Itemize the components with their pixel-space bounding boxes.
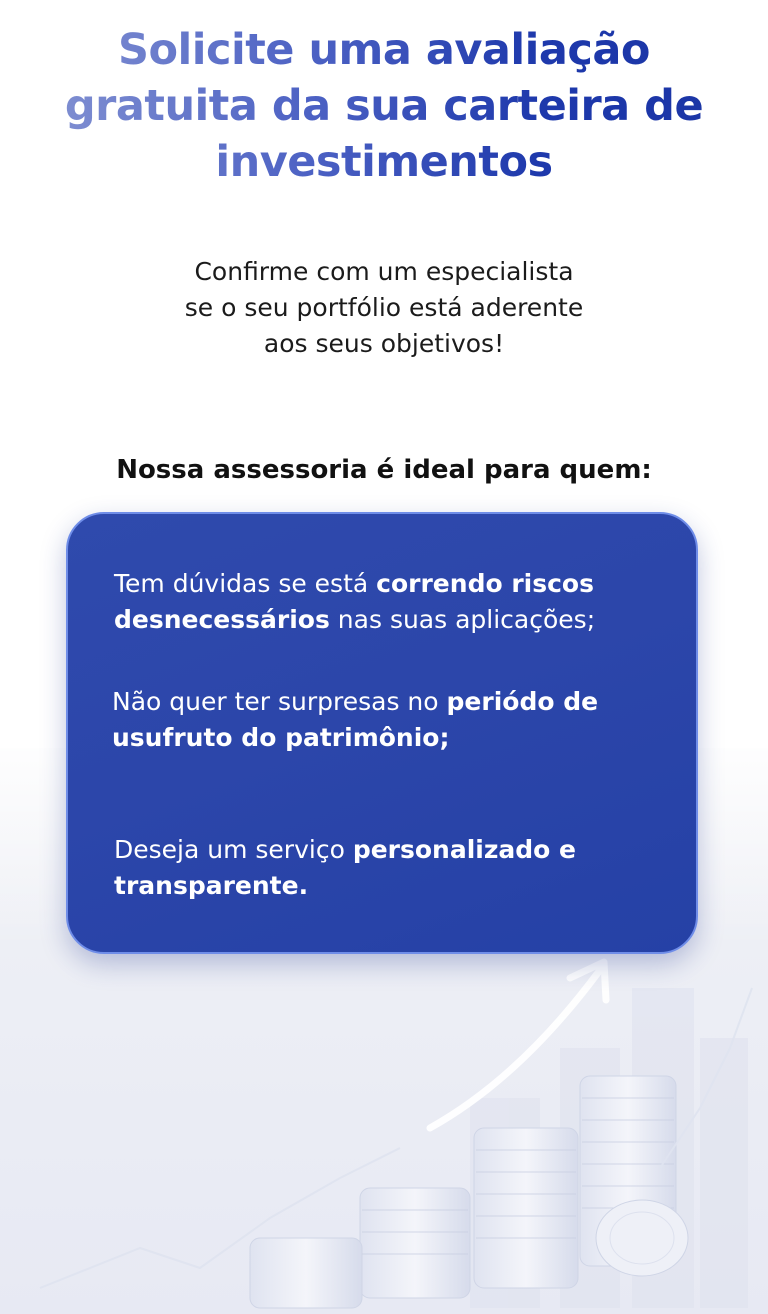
benefit-highlight: periódo de: [446, 687, 599, 716]
benefits-card: [66, 512, 698, 954]
benefit-text: Deseja um serviço: [114, 835, 353, 864]
benefit-line: [114, 602, 674, 638]
benefit-item-personalized: [114, 832, 674, 904]
benefit-highlight: personalizado e: [352, 835, 577, 864]
subtitle-line-2: se o seu portfólio está aderente: [184, 293, 584, 322]
benefit-text: nas suas aplicações;: [329, 605, 596, 634]
benefit-highlight: usufruto do patrimônio;: [112, 723, 450, 752]
page-subtitle: [0, 254, 768, 362]
headline-line-1: Solicite uma avaliação: [118, 25, 650, 75]
headline-line-2: gratuita da sua carteira de: [64, 81, 704, 131]
benefit-text: Não quer ter surpresas no: [112, 687, 447, 716]
subtitle-line-3: aos seus objetivos!: [263, 329, 505, 358]
benefit-item-usufruct: [112, 684, 672, 756]
page-headline: [0, 22, 768, 190]
benefit-line: [112, 684, 672, 720]
benefit-highlight: desnecessários: [114, 605, 330, 634]
headline-line-3: investimentos: [215, 137, 553, 187]
benefit-line: [114, 832, 674, 868]
benefit-highlight: transparente.: [114, 871, 309, 900]
benefit-text: Tem dúvidas se está: [114, 569, 377, 598]
benefit-line: [114, 566, 674, 602]
benefit-item-risks: [114, 566, 674, 638]
section-heading: Nossa assessoria é ideal para quem:: [116, 455, 652, 485]
benefit-highlight: correndo riscos: [376, 569, 594, 598]
benefit-line: [112, 720, 672, 756]
benefit-line: [114, 868, 674, 904]
subtitle-line-1: Confirme com um especialista: [194, 257, 574, 286]
